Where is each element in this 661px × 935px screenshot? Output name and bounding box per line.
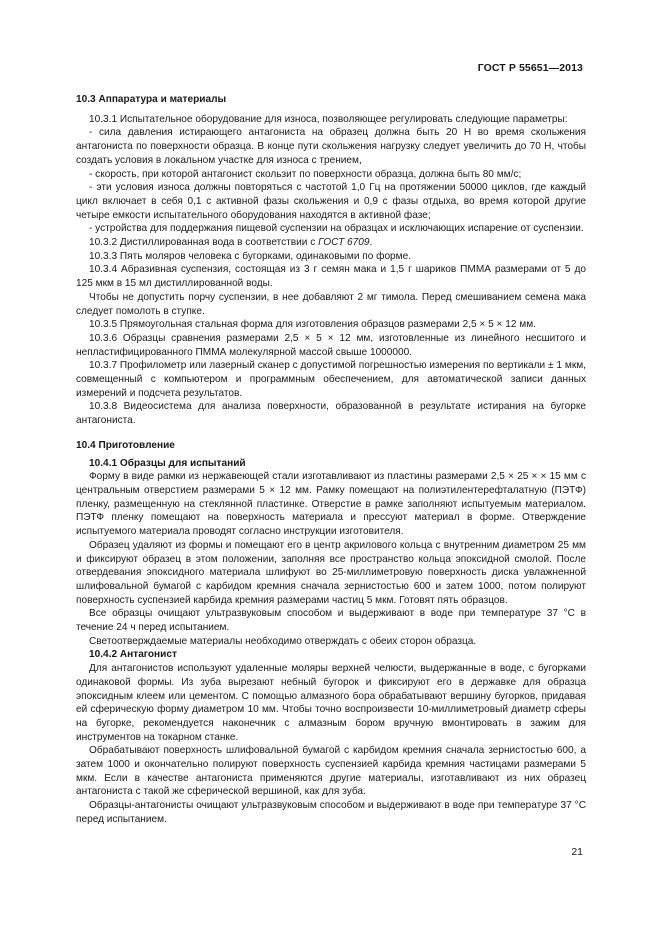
paragraph-10-3-3: 10.3.3 Пять моляров человека с бугорками, одинаковыми по форме. [89,250,412,262]
section-heading-10-3: 10.3 Аппаратура и материалы [76,94,227,105]
page-number: 21 [571,846,583,858]
document-body [76,93,586,827]
section-heading-10-4: 10.4 Приготовление [76,439,175,451]
list-item-force: - сила давления истирающего антагониста на образец должна быть 20 Н во время скольжения антагониста по поверхности образца. В конце пути скольжения нагрузку следует увеличить до 70 Н, чтобы создать условия в локальном участке для износа с трением, [76,127,586,166]
list-item-speed: - скорость, при которой антагонист скользит по поверхности образца, должна быть 80 мм/с; [89,168,522,180]
paragraph-10-3-6: 10.3.6 Образцы сравнения размерами 2,5 × 5 × 12 мм, изготовленные из линейного несшитого и непластифицированного ПММА молекулярной массой свыше 1000000. [76,332,586,358]
paragraph-specimen-mounting: Образец удаляют из формы и помещают его в центр акрилового кольца с внутренним диаметром 25 мм и фиксируют образец в этом положении, заполняя все пространство кольца эпоксидной смолой. После отвердевания эпоксидного материала шлифуют во 25-миллиметровую поверхность диска увлажненной шлифовальной бумагой с карбидом кремния сначала зернистостью 600 и затем 1000, потом полируют поверхность суспензией карбида кремния размерами частиц 5 мкм. Готовят пять образцов. [76,539,586,606]
subsection-heading-10-4-1: 10.4.1 Образцы для испытаний [89,457,246,469]
paragraph-10-3-2 [76,236,586,250]
paragraph-10-3-7: 10.3.7 Профилометр или лазерный сканер с допустимой погрешностью измерения по вертикали ± 1 мкм, совмещенный с компьютером и программным обеспечением, для автоматической записи данных измерений и подсчета результатов. [76,360,586,399]
paragraph-10-3-4: 10.3.4 Абразивная суспензия, состоящая из 3 г семян мака и 1,5 г шариков ПММА размерами от 5 до 125 мкм в 15 мл дистиллированной воды. [76,264,586,290]
paragraph-10-3-1: 10.3.1 Испытательное оборудование для износа, позволяющее регулировать следующие параметры: [89,113,568,125]
paragraph-frame-form: Форму в виде рамки из нержавеющей стали изготавливают из пластины размерами 2,5 × 25 × × 15 мм с центральным отверстием размерами 5 × 12 мм. Рамку помещают на полиэтилентерефталатную (ПЭТФ) пленку, размещенную на стеклянной пластинке. Отверстие в рамке заполняют испытуемым материалом. ПЭТФ пленку помещают на поверхность материала и прессуют материал в форме. Отверждение испытуемого материала проводят согласно инструкции изготовителя. [76,471,586,538]
standard-reference: ГОСТ 6709 [318,237,370,249]
text-fragment: 10.3.2 Дистиллированная вода в соответствии с [89,237,319,249]
paragraph-thymol: Чтобы не допустить порчу суспензии, в нее добавляют 2 мг тимола. Перед смешиванием семена мака следует помолоть в ступке. [76,291,586,317]
subsection-heading-10-4-2: 10.4.2 Антагонист [89,649,177,661]
paragraph-antagonist-preparation: Для антагонистов используют удаленные моляры верхней челюсти, выдержанные в воде, с бугорками одинаковой формы. Из зуба вырезают небный бугорок и фиксируют его в державке для образца эпоксидным клеем или цементом. С помощью алмазного бора обрабатывают вершину бугорков, придавая ей сферическую форму диаметром 10 мм. Чтобы точно воспроизвести 10-миллиметровый диаметр сферы на бугорке, рекомендуется наконечник с алмазным бором вручную вмонтировать в зажим для инструментов на токарном станке. [76,663,586,743]
standard-designation: ГОСТ Р 55651—2013 [477,62,583,74]
list-item-suspension-devices: - устройства для поддержания пищевой суспензии на образцах и исключающих испарение от суспензии. [89,223,584,235]
paragraph-ultrasonic-cleaning: Все образцы очищают ультразвуковым способом и выдерживают в воде при температуре 37 °С в течение 24 ч перед испытанием. [76,608,586,634]
paragraph-10-3-8: 10.3.8 Видеосистема для анализа поверхности, образованной в результате истирания на бугорке антагониста. [76,401,586,427]
text-fragment: . [369,237,373,249]
paragraph-antagonist-polishing: Обрабатывают поверхность шлифовальной бумагой с карбидом кремния сначала зернистостью 600, а затем 1000 и окончательно полируют поверхность суспензией карбида кремния частицами размерами 5 мкм. Если в качестве антагониста применяются другие материалы, изготавливают из них образец антагониста с такой же сферической вершиной, как для зуба. [76,745,586,798]
list-item-cycles: - эти условия износа должны повторяться с частотой 1,0 Гц на протяжении 50000 циклов, где каждый цикл включает в себя 0,1 с активной фазы скольжения и 0,9 с фазы отдыха, во время которой другие четыре емкости испытательного оборудования находятся в активной фазе; [76,182,586,221]
paragraph-light-curing: Светоотверждаемые материалы необходимо отверждать с обеих сторон образца. [89,635,477,647]
paragraph-10-3-5: 10.3.5 Прямоугольная стальная форма для изготовления образцов размерами 2,5 × 5 × 12 мм. [89,319,536,331]
paragraph-antagonist-cleaning: Образцы-антагонисты очищают ультразвуковым способом и выдерживают в воде при температуре 37 °С перед испытанием. [76,800,586,825]
